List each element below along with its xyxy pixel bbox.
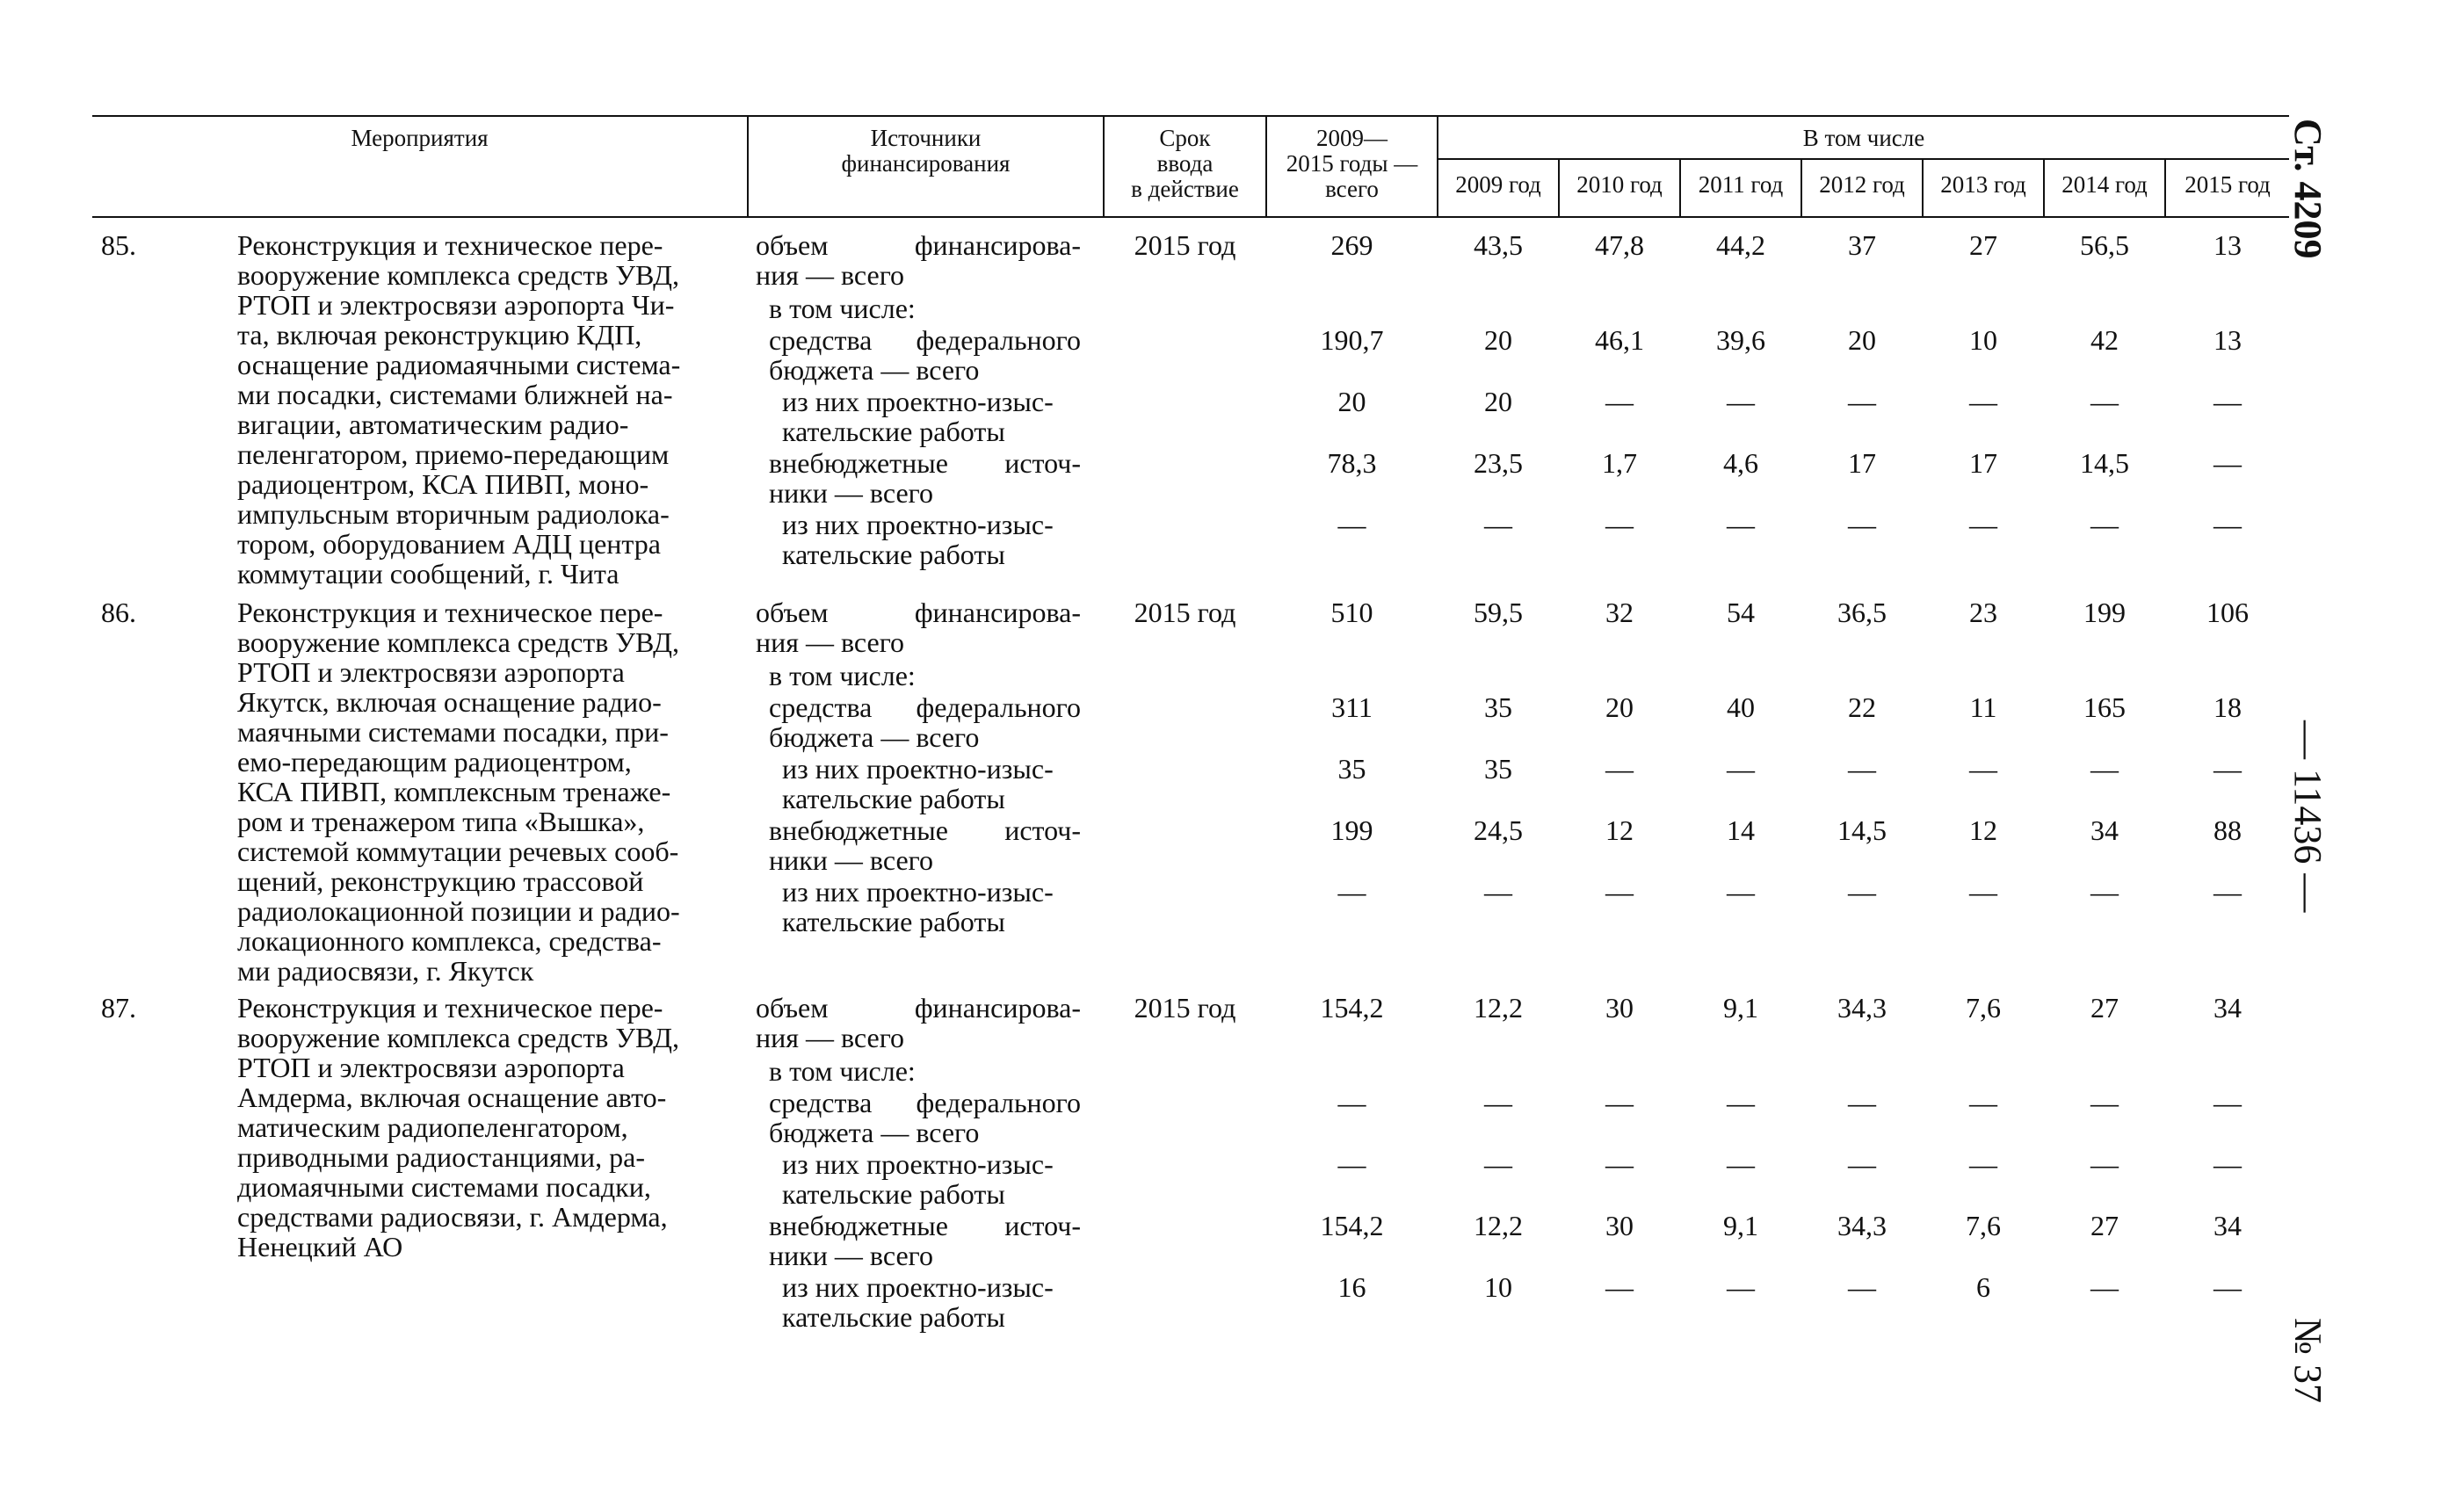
value-cell: 17 bbox=[1969, 447, 1997, 479]
including-rule bbox=[1437, 158, 2289, 160]
value-cell: 34 bbox=[2214, 1210, 2242, 1241]
source-label-including: в том числе: bbox=[769, 660, 916, 691]
page-number: — 11436 — bbox=[2286, 720, 2329, 913]
value-cell: 27 bbox=[1969, 229, 1997, 261]
source-label-line: средства федерального bbox=[769, 691, 1081, 723]
description-line: тором, оборудованием АДЦ центра bbox=[237, 528, 661, 560]
value-cell: 269 bbox=[1330, 229, 1373, 261]
value-cell: 14,5 bbox=[2080, 447, 2129, 479]
value-cell: — bbox=[1484, 509, 1512, 540]
description-line: КСА ПИВП, комплексным тренаже- bbox=[237, 776, 671, 807]
description-line: Реконструкция и техническое пере- bbox=[237, 992, 663, 1024]
value-cell: 9,1 bbox=[1723, 992, 1758, 1024]
value-cell: 24,5 bbox=[1474, 814, 1523, 846]
value-cell: 14 bbox=[1727, 814, 1755, 846]
description-line: локационного комплекса, средства- bbox=[237, 925, 662, 957]
value-cell: — bbox=[1969, 753, 1997, 785]
value-cell: 18 bbox=[2214, 691, 2242, 723]
value-cell: — bbox=[2090, 753, 2119, 785]
value-cell: 10 bbox=[1484, 1271, 1512, 1303]
value-cell: — bbox=[2090, 509, 2119, 540]
header-bottom-rule bbox=[92, 216, 2289, 218]
description-line: вигации, автоматическим радио- bbox=[237, 409, 629, 440]
source-label-line: бюджета — всего bbox=[769, 721, 980, 753]
source-label-total bbox=[756, 230, 1081, 290]
value-cell: 22 bbox=[1848, 691, 1876, 723]
source-label-federal bbox=[769, 1088, 1081, 1147]
value-cell: 4,6 bbox=[1723, 447, 1758, 479]
source-label-line: кательские работы bbox=[782, 906, 1005, 937]
source-label-line: из них проектно-изыс- bbox=[782, 753, 1054, 785]
source-label-line: из них проектно-изыс- bbox=[782, 1148, 1054, 1180]
description-line: системой коммутации речевых сооб- bbox=[237, 836, 679, 867]
value-cell: 30 bbox=[1605, 992, 1634, 1024]
value-cell: 165 bbox=[2083, 691, 2126, 723]
source-label-line: из них проектно-изыс- bbox=[782, 876, 1054, 908]
source-label-line: ния — всего bbox=[756, 259, 905, 291]
description-line: Реконструкция и техническое пере- bbox=[237, 229, 663, 261]
row-term: 2015 год bbox=[1134, 992, 1236, 1024]
row-description bbox=[237, 993, 729, 1262]
value-cell: — bbox=[1727, 386, 1755, 417]
description-line: коммутации сообщений, г. Чита bbox=[237, 558, 619, 590]
value-cell: — bbox=[1848, 876, 1876, 908]
value-cell: 6 bbox=[1976, 1271, 1990, 1303]
value-cell: — bbox=[1848, 1087, 1876, 1118]
value-cell: — bbox=[1605, 509, 1634, 540]
description-line: Ненецкий АО bbox=[237, 1231, 403, 1262]
source-label-line: внебюджетные источ- bbox=[769, 447, 1081, 479]
source-label-line: ники — всего bbox=[769, 477, 933, 509]
value-cell: — bbox=[1605, 1087, 1634, 1118]
value-cell: — bbox=[1969, 386, 1997, 417]
value-cell: — bbox=[2214, 447, 2242, 479]
description-line: та, включая реконструкцию КДП, bbox=[237, 319, 642, 351]
value-cell: 199 bbox=[1330, 814, 1373, 846]
source-label-line: ния — всего bbox=[756, 1022, 905, 1053]
description-line: вооружение комплекса средств УВД, bbox=[237, 259, 679, 291]
value-cell: 12 bbox=[1605, 814, 1634, 846]
source-label-line: внебюджетные источ- bbox=[769, 1210, 1081, 1241]
value-cell: — bbox=[2090, 386, 2119, 417]
source-label-line: бюджета — всего bbox=[769, 354, 980, 386]
value-cell: 44,2 bbox=[1716, 229, 1765, 261]
value-cell: 23 bbox=[1969, 597, 1997, 628]
value-cell: 311 bbox=[1331, 691, 1373, 723]
source-label-line: ники — всего bbox=[769, 844, 933, 876]
description-line: пеленгатором, приемо-передающим bbox=[237, 438, 670, 470]
issue-number: № 37 bbox=[2286, 1318, 2329, 1403]
value-cell: 13 bbox=[2214, 229, 2242, 261]
source-label-total bbox=[756, 993, 1081, 1053]
value-cell: 16 bbox=[1337, 1271, 1366, 1303]
value-cell: — bbox=[1969, 1087, 1997, 1118]
value-cell: 14,5 bbox=[1837, 814, 1887, 846]
source-label-line: объем финансирова- bbox=[756, 597, 1081, 628]
value-cell: 32 bbox=[1605, 597, 1634, 628]
value-cell: — bbox=[1969, 1148, 1997, 1180]
header-year-2012: 2012 год bbox=[1819, 171, 1905, 198]
value-cell: 23,5 bbox=[1474, 447, 1523, 479]
source-label-line: объем финансирова- bbox=[756, 229, 1081, 261]
row-term: 2015 год bbox=[1134, 229, 1236, 261]
value-cell: — bbox=[1727, 876, 1755, 908]
description-line: маячными системами посадки, при- bbox=[237, 716, 669, 748]
description-line: ром и тренажером типа «Вышка», bbox=[237, 806, 645, 837]
page-label: Ст. 4209 bbox=[2286, 119, 2329, 259]
row-number: 86. bbox=[101, 597, 136, 628]
row-number: 87. bbox=[101, 992, 136, 1024]
header-activity: Мероприятия bbox=[351, 125, 489, 151]
value-cell: 20 bbox=[1484, 386, 1512, 417]
value-cell: 47,8 bbox=[1595, 229, 1644, 261]
table-top-rule bbox=[92, 115, 2289, 117]
source-label-line: кательские работы bbox=[782, 416, 1005, 447]
source-label-design bbox=[782, 387, 1081, 446]
value-cell: — bbox=[1605, 1148, 1634, 1180]
description-line: средствами радиосвязи, г. Амдерма, bbox=[237, 1201, 668, 1233]
description-line: Реконструкция и техническое пере- bbox=[237, 597, 663, 628]
value-cell: 35 bbox=[1484, 753, 1512, 785]
source-label-offbudget bbox=[769, 1211, 1081, 1270]
source-label-line: кательские работы bbox=[782, 1301, 1005, 1333]
value-cell: — bbox=[2090, 1087, 2119, 1118]
value-cell: — bbox=[1337, 876, 1366, 908]
value-cell: 39,6 bbox=[1716, 324, 1765, 356]
description-line: диомаячными системами посадки, bbox=[237, 1171, 651, 1203]
value-cell: 20 bbox=[1605, 691, 1634, 723]
source-label-design bbox=[782, 754, 1081, 814]
value-cell: 7,6 bbox=[1966, 992, 2001, 1024]
value-cell: — bbox=[1484, 1148, 1512, 1180]
source-label-design bbox=[782, 1149, 1081, 1209]
value-cell: — bbox=[1605, 753, 1634, 785]
value-cell: — bbox=[1605, 1271, 1634, 1303]
value-cell: 35 bbox=[1484, 691, 1512, 723]
value-cell: 190,7 bbox=[1320, 324, 1384, 356]
value-cell: — bbox=[2214, 1271, 2242, 1303]
value-cell: — bbox=[1484, 1087, 1512, 1118]
header-including: В том числе bbox=[1802, 125, 1925, 151]
value-cell: — bbox=[1727, 1087, 1755, 1118]
value-cell: — bbox=[2090, 876, 2119, 908]
description-line: радиолокационной позиции и радио- bbox=[237, 895, 680, 927]
value-cell: 40 bbox=[1727, 691, 1755, 723]
value-cell: 54 bbox=[1727, 597, 1755, 628]
source-label-line: кательские работы bbox=[782, 539, 1005, 570]
value-cell: 9,1 bbox=[1723, 1210, 1758, 1241]
value-cell: 34,3 bbox=[1837, 992, 1887, 1024]
source-label-line: средства федерального bbox=[769, 324, 1081, 356]
source-label-federal bbox=[769, 692, 1081, 752]
source-label-line: из них проектно-изыс- bbox=[782, 1271, 1054, 1303]
value-cell: — bbox=[1848, 509, 1876, 540]
header-year-2011: 2011 год bbox=[1698, 171, 1784, 198]
value-cell: 12,2 bbox=[1474, 1210, 1523, 1241]
description-line: ми посадки, системами ближней на- bbox=[237, 379, 673, 410]
source-label-federal bbox=[769, 325, 1081, 385]
value-cell: — bbox=[1848, 1148, 1876, 1180]
value-cell: 106 bbox=[2206, 597, 2249, 628]
value-cell: 11 bbox=[1969, 691, 1997, 723]
value-cell: 510 bbox=[1330, 597, 1373, 628]
value-cell: 37 bbox=[1848, 229, 1876, 261]
source-label-line: из них проектно-изыс- bbox=[782, 386, 1054, 417]
source-label-line: бюджета — всего bbox=[769, 1117, 980, 1148]
value-cell: 34,3 bbox=[1837, 1210, 1887, 1241]
source-label-line: внебюджетные источ- bbox=[769, 814, 1081, 846]
value-cell: 20 bbox=[1337, 386, 1366, 417]
value-cell: 78,3 bbox=[1327, 447, 1377, 479]
value-cell: — bbox=[1848, 386, 1876, 417]
value-cell: 154,2 bbox=[1320, 1210, 1384, 1241]
description-line: импульсным вторичным радиолока- bbox=[237, 498, 670, 530]
row-number: 85. bbox=[101, 229, 136, 261]
value-cell: — bbox=[1337, 1087, 1366, 1118]
value-cell: 10 bbox=[1969, 324, 1997, 356]
value-cell: — bbox=[2214, 876, 2242, 908]
value-cell: 7,6 bbox=[1966, 1210, 2001, 1241]
value-cell: 42 bbox=[2090, 324, 2119, 356]
source-label-line: ния — всего bbox=[756, 626, 905, 658]
value-cell: — bbox=[1969, 876, 1997, 908]
description-line: приводными радиостанциями, ра- bbox=[237, 1141, 646, 1173]
value-cell: — bbox=[2090, 1148, 2119, 1180]
row-description bbox=[237, 230, 729, 589]
source-label-including: в том числе: bbox=[769, 1055, 916, 1087]
value-cell: 59,5 bbox=[1474, 597, 1523, 628]
value-cell: 1,7 bbox=[1602, 447, 1637, 479]
value-cell: — bbox=[2214, 1087, 2242, 1118]
source-label-line: кательские работы bbox=[782, 1178, 1005, 1210]
value-cell: — bbox=[1727, 509, 1755, 540]
value-cell: — bbox=[1848, 753, 1876, 785]
header-term: Срок ввода в действие bbox=[1131, 125, 1239, 202]
row-term: 2015 год bbox=[1134, 597, 1236, 628]
value-cell: — bbox=[2214, 509, 2242, 540]
value-cell: — bbox=[1337, 1148, 1366, 1180]
description-line: матическим радиопеленгатором, bbox=[237, 1111, 628, 1143]
value-cell: 154,2 bbox=[1320, 992, 1384, 1024]
description-line: емо-передающим радиоцентром, bbox=[237, 746, 632, 778]
description-line: щений, реконструкцию трассовой bbox=[237, 865, 644, 897]
value-cell: 27 bbox=[2090, 992, 2119, 1024]
header-total: 2009— 2015 годы — всего bbox=[1286, 125, 1418, 202]
value-cell: 34 bbox=[2214, 992, 2242, 1024]
source-label-design2 bbox=[782, 510, 1081, 569]
description-line: вооружение комплекса средств УВД, bbox=[237, 626, 679, 658]
header-sources: Источники финансирования bbox=[841, 125, 1011, 177]
value-cell: — bbox=[1969, 509, 1997, 540]
description-line: Амдерма, включая оснащение авто- bbox=[237, 1082, 667, 1113]
value-cell: — bbox=[1484, 876, 1512, 908]
source-label-line: средства федерального bbox=[769, 1087, 1081, 1118]
description-line: оснащение радиомаячными система- bbox=[237, 349, 681, 380]
header-year-2009: 2009 год bbox=[1455, 171, 1541, 198]
value-cell: 46,1 bbox=[1595, 324, 1644, 356]
header-year-2014: 2014 год bbox=[2061, 171, 2148, 198]
value-cell: 17 bbox=[1848, 447, 1876, 479]
source-label-design2 bbox=[782, 1272, 1081, 1332]
description-line: ми радиосвязи, г. Якутск bbox=[237, 955, 534, 987]
value-cell: — bbox=[1337, 509, 1366, 540]
description-line: Якутск, включая оснащение радио- bbox=[237, 686, 662, 718]
source-label-line: кательские работы bbox=[782, 783, 1005, 814]
description-line: радиоцентром, КСА ПИВП, моно- bbox=[237, 468, 649, 500]
value-cell: — bbox=[1727, 1271, 1755, 1303]
value-cell: 199 bbox=[2083, 597, 2126, 628]
value-cell: 36,5 bbox=[1837, 597, 1887, 628]
source-label-total bbox=[756, 597, 1081, 657]
value-cell: 35 bbox=[1337, 753, 1366, 785]
source-label-line: ники — всего bbox=[769, 1240, 933, 1271]
value-cell: — bbox=[1727, 753, 1755, 785]
source-label-offbudget bbox=[769, 448, 1081, 508]
description-line: РТОП и электросвязи аэропорта Чи- bbox=[237, 289, 675, 321]
value-cell: 12,2 bbox=[1474, 992, 1523, 1024]
source-label-including: в том числе: bbox=[769, 293, 916, 324]
value-cell: — bbox=[1605, 876, 1634, 908]
value-cell: — bbox=[2214, 386, 2242, 417]
value-cell: — bbox=[2214, 753, 2242, 785]
value-cell: — bbox=[2214, 1148, 2242, 1180]
value-cell: 43,5 bbox=[1474, 229, 1523, 261]
source-label-line: объем финансирова- bbox=[756, 992, 1081, 1024]
description-line: вооружение комплекса средств УВД, bbox=[237, 1022, 679, 1053]
value-cell: — bbox=[1848, 1271, 1876, 1303]
value-cell: 20 bbox=[1484, 324, 1512, 356]
source-label-offbudget bbox=[769, 815, 1081, 875]
value-cell: — bbox=[1605, 386, 1634, 417]
header-year-2013: 2013 год bbox=[1940, 171, 2026, 198]
value-cell: 88 bbox=[2214, 814, 2242, 846]
value-cell: 56,5 bbox=[2080, 229, 2129, 261]
header-year-2010: 2010 год bbox=[1576, 171, 1663, 198]
source-label-design2 bbox=[782, 877, 1081, 937]
value-cell: 12 bbox=[1969, 814, 1997, 846]
row-description bbox=[237, 597, 729, 986]
value-cell: 20 bbox=[1848, 324, 1876, 356]
value-cell: — bbox=[1727, 1148, 1755, 1180]
value-cell: — bbox=[2090, 1271, 2119, 1303]
value-cell: 30 bbox=[1605, 1210, 1634, 1241]
description-line: РТОП и электросвязи аэропорта bbox=[237, 1052, 625, 1083]
value-cell: 27 bbox=[2090, 1210, 2119, 1241]
description-line: РТОП и электросвязи аэропорта bbox=[237, 656, 625, 688]
header-year-2015: 2015 год bbox=[2185, 171, 2271, 198]
value-cell: 34 bbox=[2090, 814, 2119, 846]
source-label-line: из них проектно-изыс- bbox=[782, 509, 1054, 540]
value-cell: 13 bbox=[2214, 324, 2242, 356]
